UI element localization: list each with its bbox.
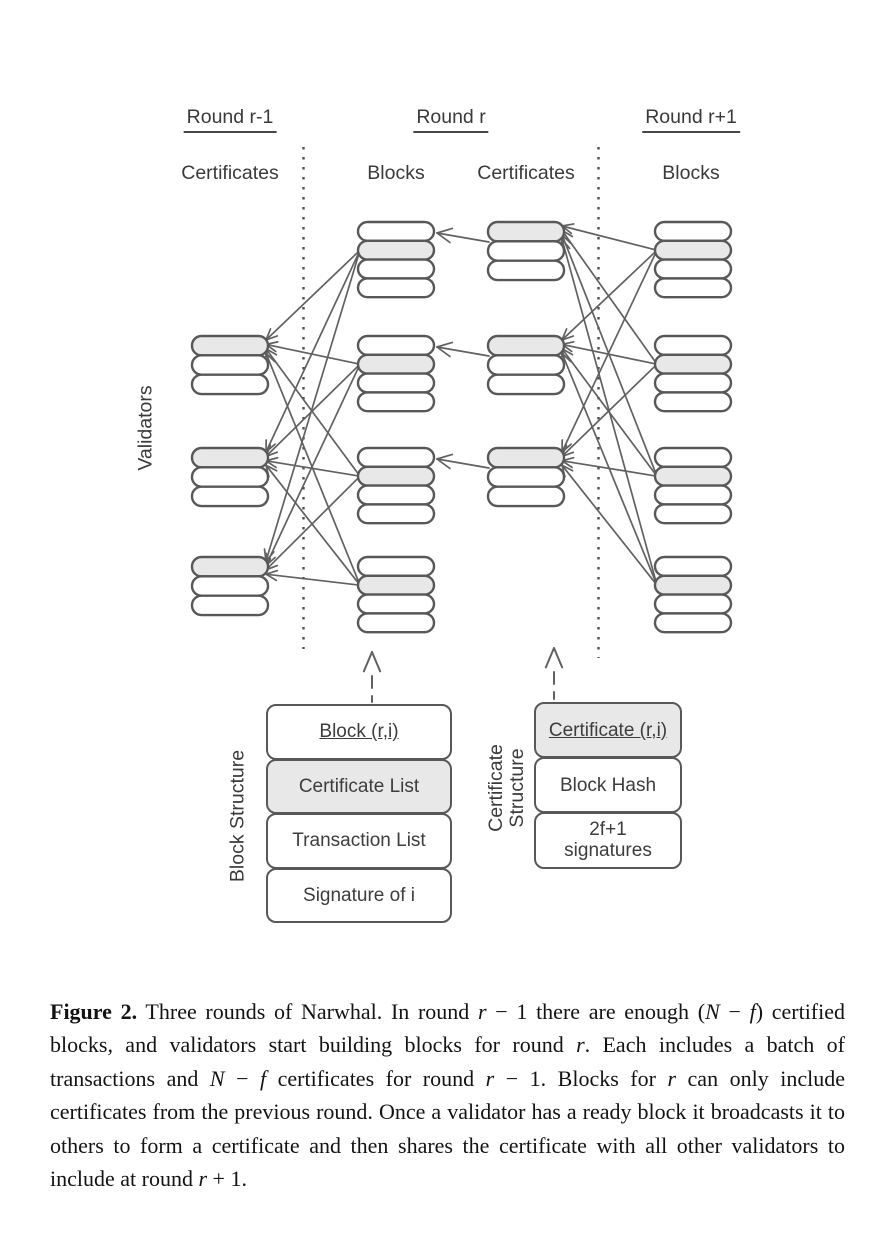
- caption-segment: + 1.: [207, 1166, 247, 1192]
- block-row: [358, 576, 434, 595]
- round-r-blocks-stack-4: [358, 557, 434, 632]
- column-label-certificates-r: Certificates: [477, 162, 575, 184]
- caption-segment: −: [719, 999, 750, 1024]
- caption-segment: certificates for round: [266, 1065, 486, 1091]
- block-row: [358, 595, 434, 614]
- block-row: [358, 355, 434, 374]
- block-row: [358, 374, 434, 393]
- round-r-plus-1-blocks-stack-2: [655, 336, 731, 411]
- block-row: [655, 576, 731, 595]
- round-header-r: Round r: [413, 106, 488, 133]
- certificate-structure-label-line2: Structure: [506, 748, 528, 828]
- block-row: [655, 374, 731, 393]
- block-row: [655, 486, 731, 505]
- caption-segment: r: [478, 999, 487, 1024]
- figure-caption: [50, 995, 845, 1195]
- block-row: [358, 504, 434, 523]
- caption-segment: N: [209, 1065, 225, 1091]
- block-row: [358, 448, 434, 467]
- caption-segment: N: [705, 999, 720, 1024]
- certificate-row: [488, 222, 564, 241]
- certificate-row: [192, 375, 268, 394]
- block-row: [358, 467, 434, 486]
- transaction-list-row: Transaction List: [266, 813, 452, 869]
- block-title-row: Block (r,i): [266, 704, 452, 760]
- block-row: [655, 355, 731, 374]
- column-label-blocks-r: Blocks: [367, 162, 425, 184]
- caption-segment: r: [667, 1065, 677, 1091]
- block-row: [655, 241, 731, 260]
- block-row: [358, 486, 434, 505]
- certificate-list-row: Certificate List: [266, 759, 452, 815]
- certificate-row: [488, 467, 564, 486]
- round-r-certificates-stack-2: [488, 336, 564, 394]
- block-row: [358, 336, 434, 355]
- signatures-row: 2f+1 signatures: [534, 812, 682, 868]
- certificate-structure-label: [486, 744, 528, 832]
- certificate-row: [192, 448, 268, 467]
- caption-segment: − 1 there are enough (: [486, 999, 706, 1024]
- certificate-row: [192, 596, 268, 615]
- certificate-row: [192, 487, 268, 506]
- certificate-structure-pointer-arrow: [546, 648, 562, 699]
- caption-segment: r: [485, 1065, 495, 1091]
- certificate-row: [488, 375, 564, 394]
- round-r-plus-1-blocks-stack-4: [655, 557, 731, 632]
- certificate-row: [488, 355, 564, 374]
- certificate-row: [488, 487, 564, 506]
- block-structure-pointer-arrow: [364, 652, 380, 702]
- caption-segment: Figure 2.: [50, 999, 138, 1024]
- round-header-r-minus-1: Round r-1: [184, 106, 277, 133]
- round-r-plus-1-blocks-stack-1: [655, 222, 731, 297]
- round-r-1-certificates-stack-3: [192, 557, 268, 615]
- caption-segment: Three rounds of Narwhal. In round: [137, 999, 479, 1024]
- caption-segment: r: [198, 1166, 208, 1192]
- block-row: [655, 392, 731, 411]
- caption-segment: − 1. Blocks for: [494, 1065, 668, 1091]
- certificate-row: [192, 355, 268, 374]
- caption-segment: f: [260, 1065, 267, 1091]
- block-hash-row: Block Hash: [534, 757, 682, 813]
- block-row: [358, 278, 434, 297]
- edges-round-r-plus-1-blocks-to-round-r-certificates: [560, 224, 657, 585]
- round-header-r-plus-1: Round r+1: [642, 106, 740, 133]
- certificate-row: [488, 261, 564, 280]
- block-row: [655, 467, 731, 486]
- certificate-structure-label-line1: Certificate: [485, 744, 507, 832]
- certificate-row: [192, 336, 268, 355]
- block-row: [655, 613, 731, 632]
- block-row: [655, 448, 731, 467]
- round-r-certificates-stack-1: [488, 222, 564, 280]
- block-row: [358, 222, 434, 241]
- caption-segment: −: [224, 1065, 260, 1091]
- edges-round-r-certificates-to-round-r-blocks: [437, 228, 489, 468]
- certificate-row: [192, 467, 268, 486]
- caption-segment: r: [576, 1032, 585, 1058]
- certificate-row: [488, 241, 564, 260]
- block-row: [655, 557, 731, 576]
- block-row: [655, 595, 731, 614]
- certificate-row: [192, 557, 268, 576]
- block-row: [655, 278, 731, 297]
- signature-row: Signature of i: [266, 868, 452, 924]
- block-row: [358, 392, 434, 411]
- caption-segment: . Each includes a batch of transactions and: [50, 1032, 845, 1091]
- edges-round-r-blocks-to-round-r-1-certificates: [264, 250, 360, 585]
- round-r-1-certificates-stack-2: [192, 448, 268, 506]
- column-label-blocks-r-plus-1: Blocks: [662, 162, 720, 184]
- block-row: [358, 557, 434, 576]
- round-r-1-certificates-stack-1: [192, 336, 268, 394]
- block-row: [655, 260, 731, 279]
- block-row: [655, 336, 731, 355]
- block-structure-box: [266, 705, 452, 923]
- certificate-structure-box: [534, 703, 682, 869]
- block-row: [358, 613, 434, 632]
- block-row: [358, 260, 434, 279]
- block-structure-label: Block Structure: [226, 749, 249, 883]
- certificate-row: [488, 336, 564, 355]
- caption-segment: can only include certificates from the previous round. Once a validator has a ready block it broadcasts it to others to form a certificate and then shares the certificate with all other validators to include at round: [50, 1065, 845, 1192]
- block-row: [358, 241, 434, 260]
- validators-axis-label: Validators: [134, 385, 157, 471]
- certificate-title-row: Certificate (r,i): [534, 702, 682, 758]
- round-r-blocks-stack-2: [358, 336, 434, 411]
- caption-segment: f: [749, 999, 756, 1024]
- certificate-row: [192, 576, 268, 595]
- caption-segment: ) certified blocks, and validators start building blocks for round: [50, 999, 846, 1058]
- round-r-plus-1-blocks-stack-3: [655, 448, 731, 523]
- round-r-certificates-stack-3: [488, 448, 564, 506]
- round-r-blocks-stack-1: [358, 222, 434, 297]
- block-row: [655, 222, 731, 241]
- certificate-row: [488, 448, 564, 467]
- column-label-certificates-r-minus-1: Certificates: [181, 162, 279, 184]
- round-r-blocks-stack-3: [358, 448, 434, 523]
- block-row: [655, 504, 731, 523]
